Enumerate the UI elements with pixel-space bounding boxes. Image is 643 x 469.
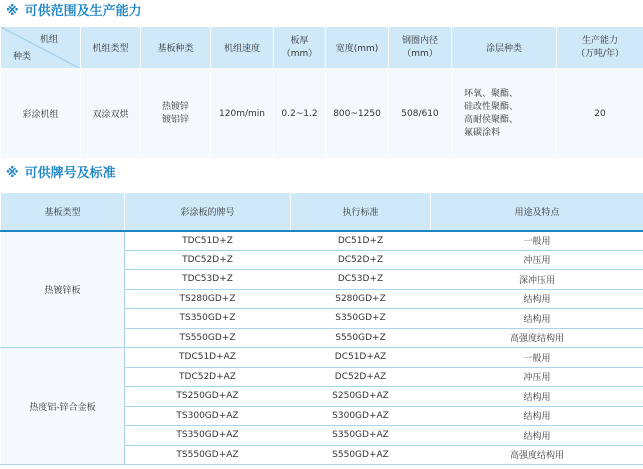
grade-cell: TS250GD+AZ <box>125 387 291 407</box>
usage-cell: 结构用 <box>431 309 643 329</box>
table-row <box>1 231 643 251</box>
standard-cell: DC53D+Z <box>291 270 431 290</box>
grade-cell: TDC51D+AZ <box>125 348 291 368</box>
cell-speed: 120m/min <box>211 69 274 159</box>
usage-cell: 结构用 <box>431 289 643 309</box>
usage-cell: 结构用 <box>431 406 643 426</box>
standard-cell: S250GD+AZ <box>291 387 431 407</box>
header-usage: 用途及特点 <box>431 193 643 231</box>
usage-cell: 高强度结构用 <box>431 328 643 348</box>
grade-cell: TS550GD+AZ <box>125 445 291 465</box>
grade-cell: TS280GD+Z <box>125 289 291 309</box>
usage-cell: 深冲压用 <box>431 270 643 290</box>
section-title-capacity <box>6 2 142 22</box>
capacity-table <box>0 26 643 159</box>
usage-cell: 冲压用 <box>431 367 643 387</box>
cell-substrate: 热镀锌 镀铝锌 <box>141 69 211 159</box>
standard-cell: DC51D+Z <box>291 231 431 251</box>
standard-cell: S300GD+AZ <box>291 406 431 426</box>
substrate-group-cell: 热度铝-锌合金板 <box>1 348 125 465</box>
header-substrate: 基板种类 <box>141 27 211 69</box>
header-capacity: 生产能力 （万吨/年） <box>557 27 643 69</box>
grade-cell: TS300GD+AZ <box>125 406 291 426</box>
header-unit-type: 机组类型 <box>81 27 141 69</box>
reference-mark-icon: ※ <box>6 4 19 19</box>
cell-coil-id: 508/610 <box>389 69 452 159</box>
standard-cell: S550GD+AZ <box>291 445 431 465</box>
standard-cell: S350GD+AZ <box>291 426 431 446</box>
cell-kind: 彩涂机组 <box>1 69 81 159</box>
standard-cell: DC52D+Z <box>291 250 431 270</box>
grade-cell: TS350GD+Z <box>125 309 291 329</box>
grades-header-row <box>1 193 643 231</box>
corner-header-bottom: 种类 <box>13 52 32 62</box>
grades-table-body <box>1 231 643 465</box>
header-standard: 执行标准 <box>291 193 431 231</box>
cell-unit-type: 双涂双烘 <box>81 69 141 159</box>
table-row <box>1 348 643 368</box>
grade-cell: TDC52D+AZ <box>125 367 291 387</box>
substrate-group-cell: 热镀锌板 <box>1 231 125 348</box>
capacity-header-row <box>1 27 643 69</box>
usage-cell: 结构用 <box>431 426 643 446</box>
header-grade: 彩涂板的牌号 <box>125 193 291 231</box>
header-coil-id: 钢圈内径 （mm） <box>389 27 452 69</box>
corner-header <box>1 27 81 69</box>
cell-coating: 环氧、聚酯、 硅改性聚酯、 高耐侯聚酯、 氟碳涂料 <box>452 69 557 159</box>
reference-mark-icon: ※ <box>6 166 19 181</box>
usage-cell: 一般用 <box>431 231 643 251</box>
usage-cell: 结构用 <box>431 387 643 407</box>
section-title-text: 可供牌号及标准 <box>24 166 116 181</box>
grades-table <box>0 192 643 465</box>
section-title-text: 可供范围及生产能力 <box>24 4 142 19</box>
header-coating: 涂层种类 <box>452 27 557 69</box>
usage-cell: 高强度结构用 <box>431 445 643 465</box>
standard-cell: DC51D+AZ <box>291 348 431 368</box>
header-speed: 机组速度 <box>211 27 274 69</box>
grade-cell: TDC52D+Z <box>125 250 291 270</box>
corner-header-top: 机组 <box>39 35 58 45</box>
capacity-data-row <box>1 69 643 159</box>
standard-cell: DC52D+AZ <box>291 367 431 387</box>
grade-cell: TS550GD+Z <box>125 328 291 348</box>
standard-cell: S280GD+Z <box>291 289 431 309</box>
usage-cell: 一般用 <box>431 348 643 368</box>
header-width: 宽度(mm) <box>326 27 389 69</box>
cell-thickness: 0.2~1.2 <box>274 69 326 159</box>
cell-width: 800~1250 <box>326 69 389 159</box>
grade-cell: TS350GD+AZ <box>125 426 291 446</box>
header-substrate-type: 基板类型 <box>1 193 125 231</box>
grade-cell: TDC51D+Z <box>125 231 291 251</box>
usage-cell: 冲压用 <box>431 250 643 270</box>
standard-cell: S550GD+Z <box>291 328 431 348</box>
cell-capacity: 20 <box>557 69 643 159</box>
grade-cell: TDC53D+Z <box>125 270 291 290</box>
header-thickness: 板厚 （mm） <box>274 27 326 69</box>
standard-cell: S350GD+Z <box>291 309 431 329</box>
section-title-grades <box>6 164 116 184</box>
